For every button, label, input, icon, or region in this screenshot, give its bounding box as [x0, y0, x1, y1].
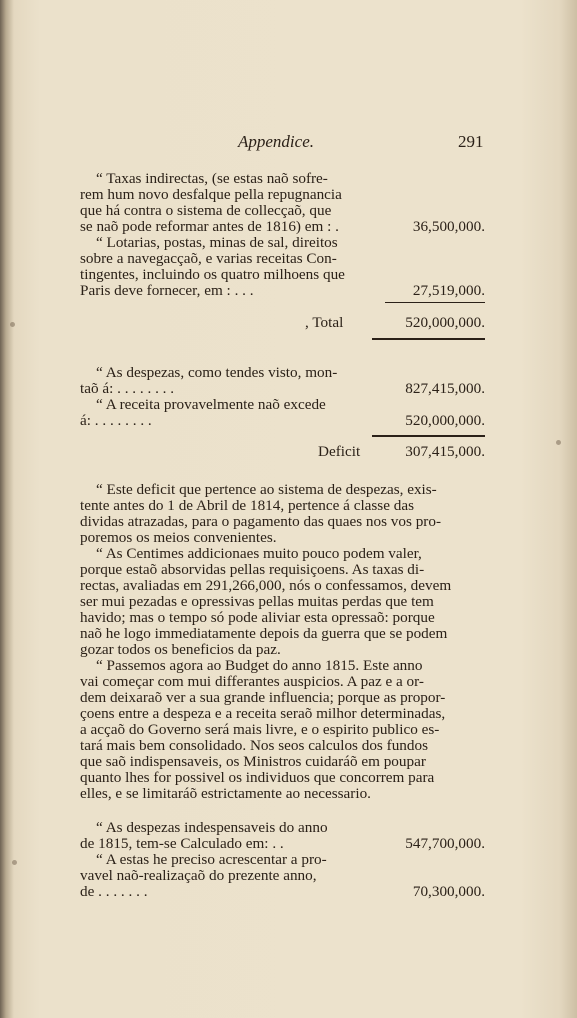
text-line: porque estaõ absorvidas pellas requisiçoens. As taxas di- [80, 561, 425, 578]
text-line: á: . . . . . . . . [80, 412, 152, 429]
text-line: “ Este deficit que pertence ao sistema de despezas, exis- [96, 481, 437, 498]
foxing-spot [556, 440, 561, 445]
text-line: “ Passemos agora ao Budget do anno 1815. Este anno [96, 657, 423, 674]
amount: 520,000,000. [405, 412, 485, 429]
text-line: “ A estas he preciso acrescentar a pro- [96, 851, 327, 868]
text-line: se naõ pode reformar antes de 1816) em : . [80, 218, 339, 235]
text-line: poremos os meios convenientes. [80, 529, 277, 546]
text-line: “ A receita provavelmente naõ excede [96, 396, 326, 413]
text-line: çoens entre a despeza e a receita seraõ milhor determinadas, [80, 705, 446, 722]
text-line: Paris deve fornecer, em : . . . [80, 282, 254, 299]
text-line: de . . . . . . . [80, 883, 148, 900]
text-line: tará mais bem consolidado. Nos seos calculos dos fundos [80, 737, 428, 754]
total-amount: 520,000,000. [405, 314, 485, 331]
sum-rule [385, 302, 485, 303]
amount: 36,500,000. [412, 218, 485, 235]
text-line: “ As Centimes addicionaes muito pouco podem valer, [96, 545, 422, 562]
double-rule [372, 338, 485, 340]
running-header: Appendice. [238, 132, 314, 151]
text-line: tente antes do 1 de Abril de 1814, pertence á classe das [80, 497, 415, 514]
text-line: “ As despezas, como tendes visto, mon- [96, 364, 338, 381]
deficit-label: Deficit [318, 443, 361, 460]
deficit-amount: 307,415,000. [405, 443, 485, 460]
text-line: vavel naõ-realizaçaõ do prezente anno, [80, 867, 317, 884]
text-line: tingentes, incluindo os quatro milhoens que [80, 266, 345, 283]
text-line: havido; mas o tempo só pode aliviar esta opressaõ: porque [80, 609, 435, 626]
total-label: , Total [305, 314, 344, 331]
text-line: a acçaõ do Governo será mais livre, e o espirito publico es- [80, 721, 440, 738]
text-line: gozar todos os beneficios da paz. [80, 641, 281, 658]
page-number: 291 [458, 132, 484, 151]
amount: 827,415,000. [405, 380, 485, 397]
text-line: elles, e se limitaráõ estrictamente ao necessario. [80, 785, 371, 802]
text-line: taõ á: . . . . . . . . [80, 380, 175, 397]
text-line: “ Lotarias, postas, minas de sal, direitos [96, 234, 338, 251]
foxing-spot [12, 860, 17, 865]
amount: 70,300,000. [412, 883, 485, 900]
amount: 27,519,000. [412, 282, 485, 299]
text-line: “ As despezas indespensaveis do anno [96, 819, 328, 836]
text-line: que saõ indispensaveis, os Ministros cuidaráõ em poupar [80, 753, 426, 770]
text-line: sobre a navegacçaõ, e varias receitas Con- [80, 250, 337, 267]
text-line: dem deixaraõ ver a sua grande influencia; porque as propor- [80, 689, 446, 706]
subtraction-rule [372, 435, 485, 437]
foxing-spot [10, 322, 15, 327]
text-line: que há contra o sistema de collecçaõ, que [80, 202, 332, 219]
text-line: dividas atrazadas, para o pagamento das quaes nos vos pro- [80, 513, 442, 530]
amount: 547,700,000. [405, 835, 485, 852]
text-line: de 1815, tem-se Calculado em: . . [80, 835, 284, 852]
text-line: “ Taxas indirectas, (se estas naõ sofre- [96, 170, 328, 187]
text-line: rem hum novo desfalque pella repugnancia [80, 186, 342, 203]
text-line: naõ he logo immediatamente depois da guerra que se podem [80, 625, 448, 642]
text-line: vai começar com mui differantes auspicios. A paz e a or- [80, 673, 424, 690]
text-line: quanto lhes for possivel os individuos que concorrem para [80, 769, 435, 786]
text-line: ser mui pezadas e opressivas pellas muitas perdas que tem [80, 593, 434, 610]
text-line: rectas, avaliadas em 291,266,000, nós o confessamos, devem [80, 577, 452, 594]
